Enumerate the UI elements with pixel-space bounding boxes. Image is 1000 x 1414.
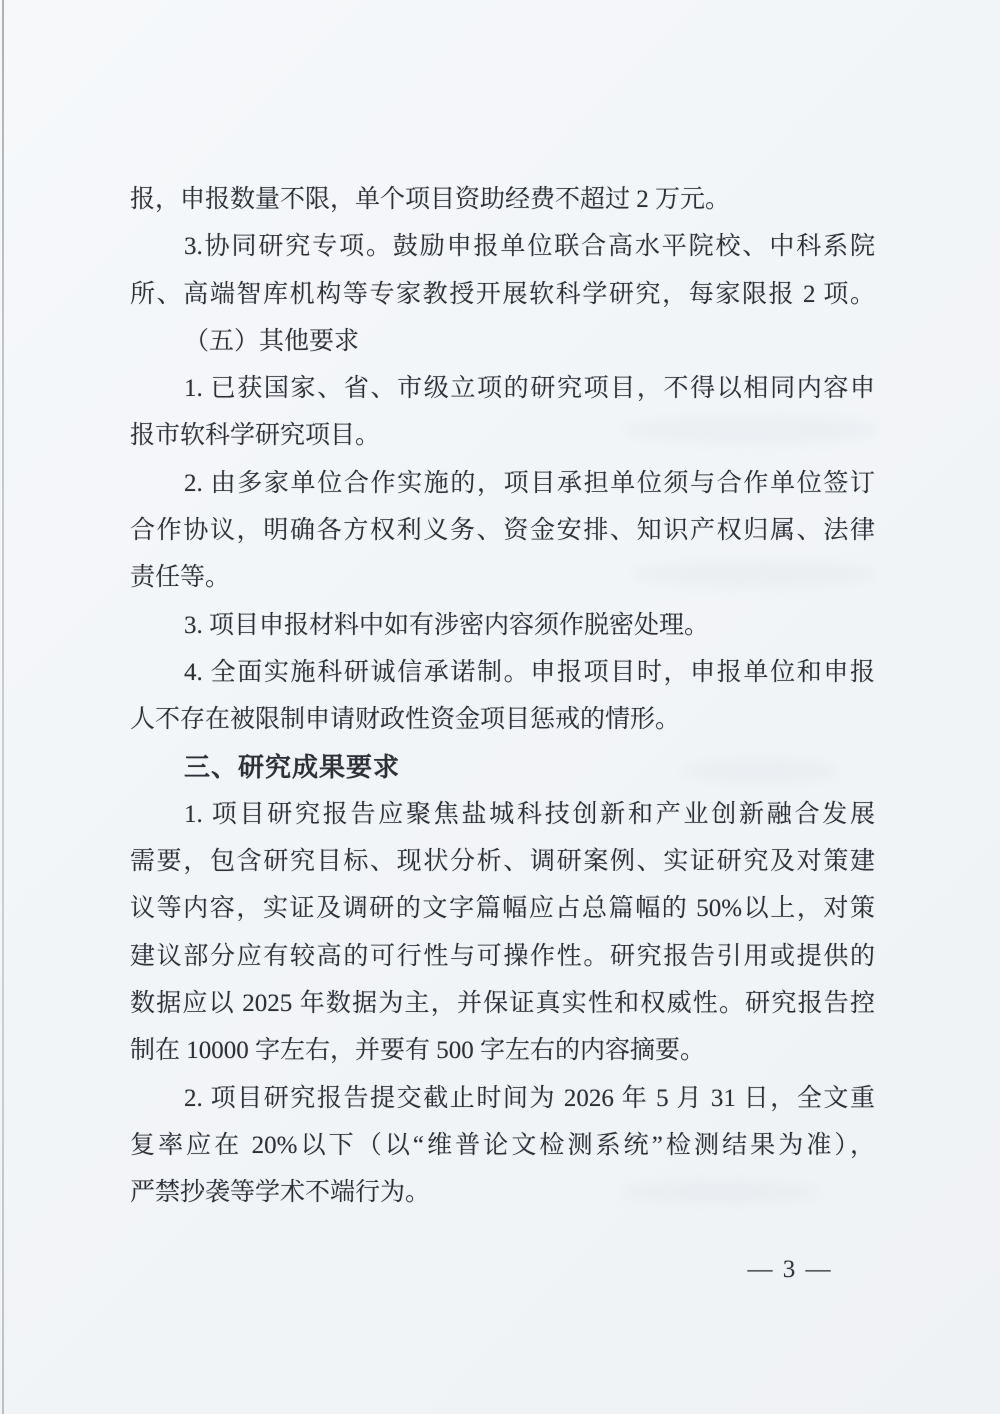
text-line: 制在 10000 字左右，并要有 500 字左右的内容摘要。 [130,1037,706,1065]
scan-edge-artifact [2,0,4,1414]
text-line: 责任等。 [130,564,231,592]
section-heading: 三、研究成果要求 [184,751,401,782]
document-body [130,176,875,1217]
text-line: 议等内容，实证及调研的文字篇幅应占总篇幅的 50%以上，对策 [130,895,875,923]
text-line: 合作协议，明确各方权利义务、资金安排、知识产权归属、法律 [130,517,875,545]
text-line: 报，申报数量不限，单个项目资助经费不超过 2 万元。 [130,186,731,213]
text-line: 1. 已获国家、省、市级立项的研究项目，不得以相同内容申 [184,375,875,403]
text-line: 2. 项目研究报告提交截止时间为 2026 年 5 月 31 日，全文重 [184,1084,875,1112]
page-number: — 3 — [747,1256,833,1283]
text-line: 数据应以 2025 年数据为主，并保证真实性和权威性。研究报告控 [130,990,875,1018]
text-line: 复率应在 20%以下（以“维普论文检测系统”检测结果为准）， [130,1131,875,1159]
text-line: 建议部分应有较高的可行性与可操作性。研究报告引用或提供的 [130,942,875,970]
text-line: 3.协同研究专项。鼓励申报单位联合高水平院校、中科系院 [184,233,875,261]
text-line: 需要，包含研究目标、现状分析、调研案例、实证研究及对策建 [130,848,875,876]
text-line: 2. 由多家单位合作实施的，项目承担单位须与合作单位签订 [184,469,875,497]
text-line: （五）其他要求 [184,327,360,355]
text-line: 严禁抄袭等学术不端行为。 [130,1179,431,1207]
text-line: 4. 全面实施科研诚信承诺制。申报项目时，申报单位和申报 [184,658,875,686]
text-line: 3. 项目申报材料中如有涉密内容须作脱密处理。 [184,611,710,639]
text-line: 人不存在被限制申请财政性资金项目惩戒的情形。 [130,706,681,734]
text-line: 所、高端智库机构等专家教授开展软科学研究，每家限报 2 项。 [130,280,875,308]
text-line: 1. 项目研究报告应聚焦盐城科技创新和产业创新融合发展 [184,800,875,828]
text-line: 报市软科学研究项目。 [130,422,381,450]
